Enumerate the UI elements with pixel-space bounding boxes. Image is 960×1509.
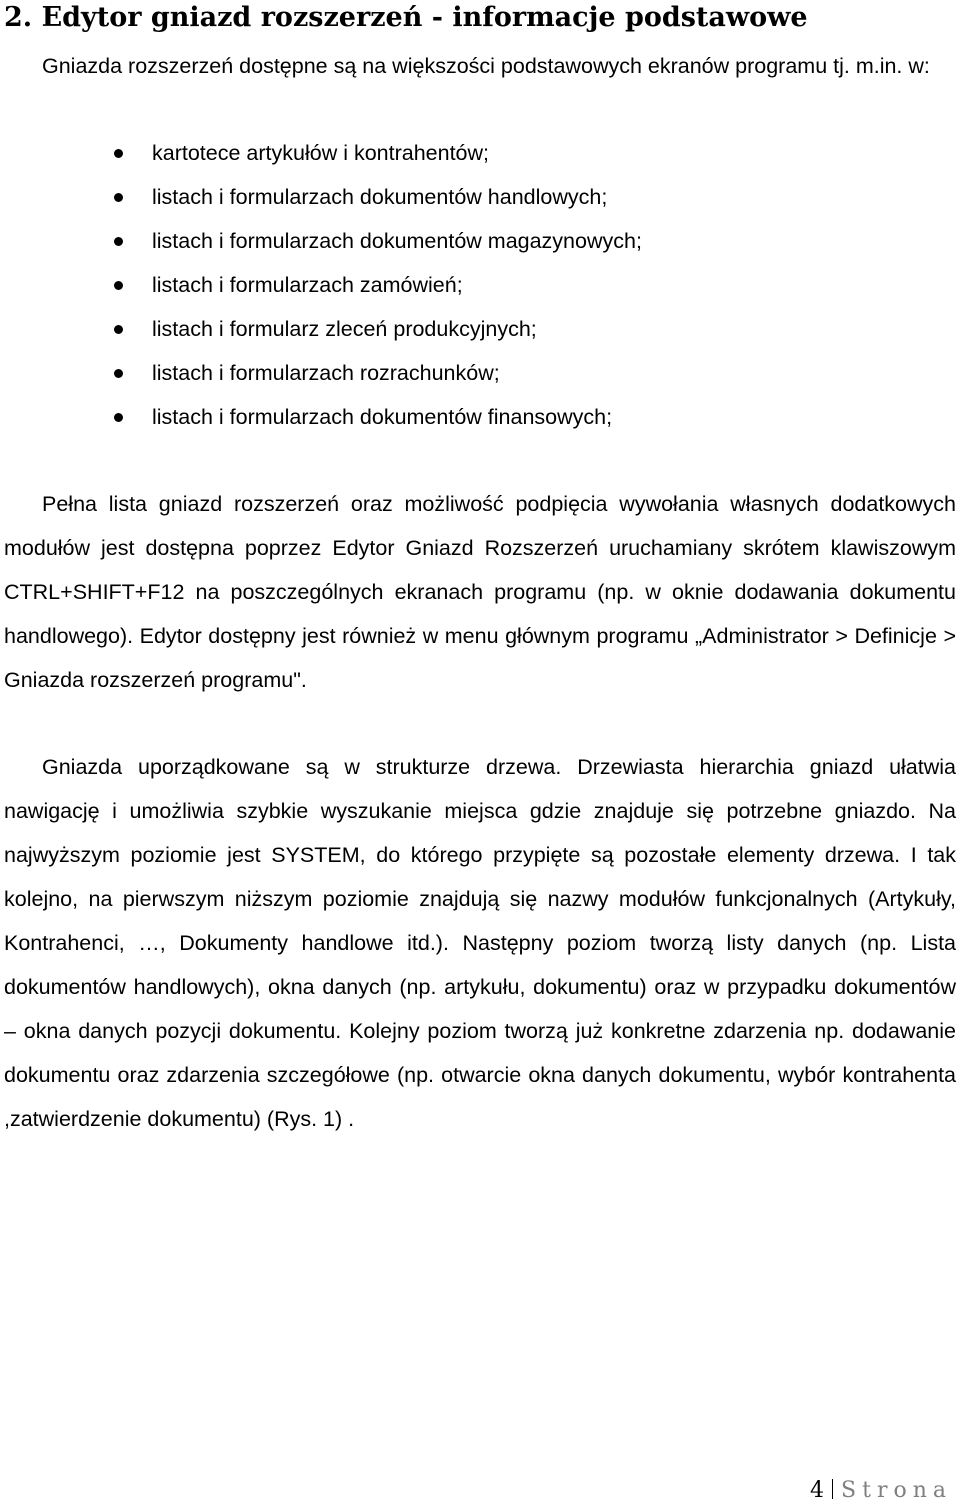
intro-paragraph: Gniazda rozszerzeń dostępne są na większości podstawowych ekranów programu tj. m.in. w: bbox=[42, 54, 930, 78]
list-item bbox=[0, 131, 960, 175]
tree-structure-paragraph: Gniazda uporządkowane są w strukturze drzewa. Drzewiasta hierarchia gniazd ułatwia nawigację i umożliwia szybkie wyszukanie miejsca gdzie znajduje się potrzebne gniazdo. Na najwyższym poziomie jest SYSTEM, do którego przypięte są pozostałe elementy drzewa. I tak kolejno, na pierwszym niższym poziomie znajdują się nazwy modułów funkcjonalnych (Artykuły, Kontrahenci, …, Dokumenty handlowe itd.). Następny poziom tworzą listy danych (np. Lista dokumentów handlowych), okna danych (np. artykułu, dokumentu) oraz w przypadku dokumentów – okna danych pozycji dokumentu. Kolejny poziom tworzą już konkretne zdarzenia np. dodawanie dokumentu oraz zdarzenia szczegółowe (np. otwarcie okna danych dokumentu, wybór kontrahenta ,zatwierdzenie dokumentu) (Rys. 1) . bbox=[4, 755, 956, 1131]
page-number: 4 bbox=[810, 1478, 825, 1503]
page-footer bbox=[810, 1476, 952, 1506]
list-item bbox=[0, 351, 960, 395]
list-item-text: listach i formularzach dokumentów handlowych; bbox=[152, 185, 608, 209]
list-item-text: listach i formularzach dokumentów finansowych; bbox=[152, 405, 613, 429]
bullet-icon bbox=[114, 413, 123, 422]
bullet-icon bbox=[114, 149, 123, 158]
list-item bbox=[0, 263, 960, 307]
screen-list bbox=[0, 131, 960, 439]
list-item bbox=[0, 307, 960, 351]
list-item-text: listach i formularzach rozrachunków; bbox=[152, 361, 500, 385]
list-item bbox=[0, 219, 960, 263]
list-item-text: listach i formularzach zamówień; bbox=[152, 273, 463, 297]
list-item-text: listach i formularz zleceń produkcyjnych; bbox=[152, 317, 537, 341]
bullet-icon bbox=[114, 193, 123, 202]
list-item-text: listach i formularzach dokumentów magazynowych; bbox=[152, 229, 642, 253]
bullet-icon bbox=[114, 369, 123, 378]
list-item-text: kartotece artykułów i kontrahentów; bbox=[152, 141, 489, 165]
editor-description-paragraph: Pełna lista gniazd rozszerzeń oraz możliwość podpięcia wywołania własnych dodatkowych modułów jest dostępna poprzez Edytor Gniazd Rozszerzeń uruchamiany skrótem klawiszowym CTRL+SHIFT+F12 na poszczególnych ekranach programu (np. w oknie dodawania dokumentu handlowego). Edytor dostępny jest również w menu głównym programu „Administrator > Definicje > Gniazda rozszerzeń programu". bbox=[4, 492, 956, 692]
bullet-icon bbox=[114, 325, 123, 334]
bullet-icon bbox=[114, 281, 123, 290]
section-heading: 2. Edytor gniazd rozszerzeń - informacje podstawowe bbox=[4, 2, 808, 33]
footer-separator bbox=[832, 1479, 833, 1499]
page-label: Strona bbox=[841, 1478, 952, 1503]
list-item bbox=[0, 175, 960, 219]
list-item bbox=[0, 395, 960, 439]
bullet-icon bbox=[114, 237, 123, 246]
